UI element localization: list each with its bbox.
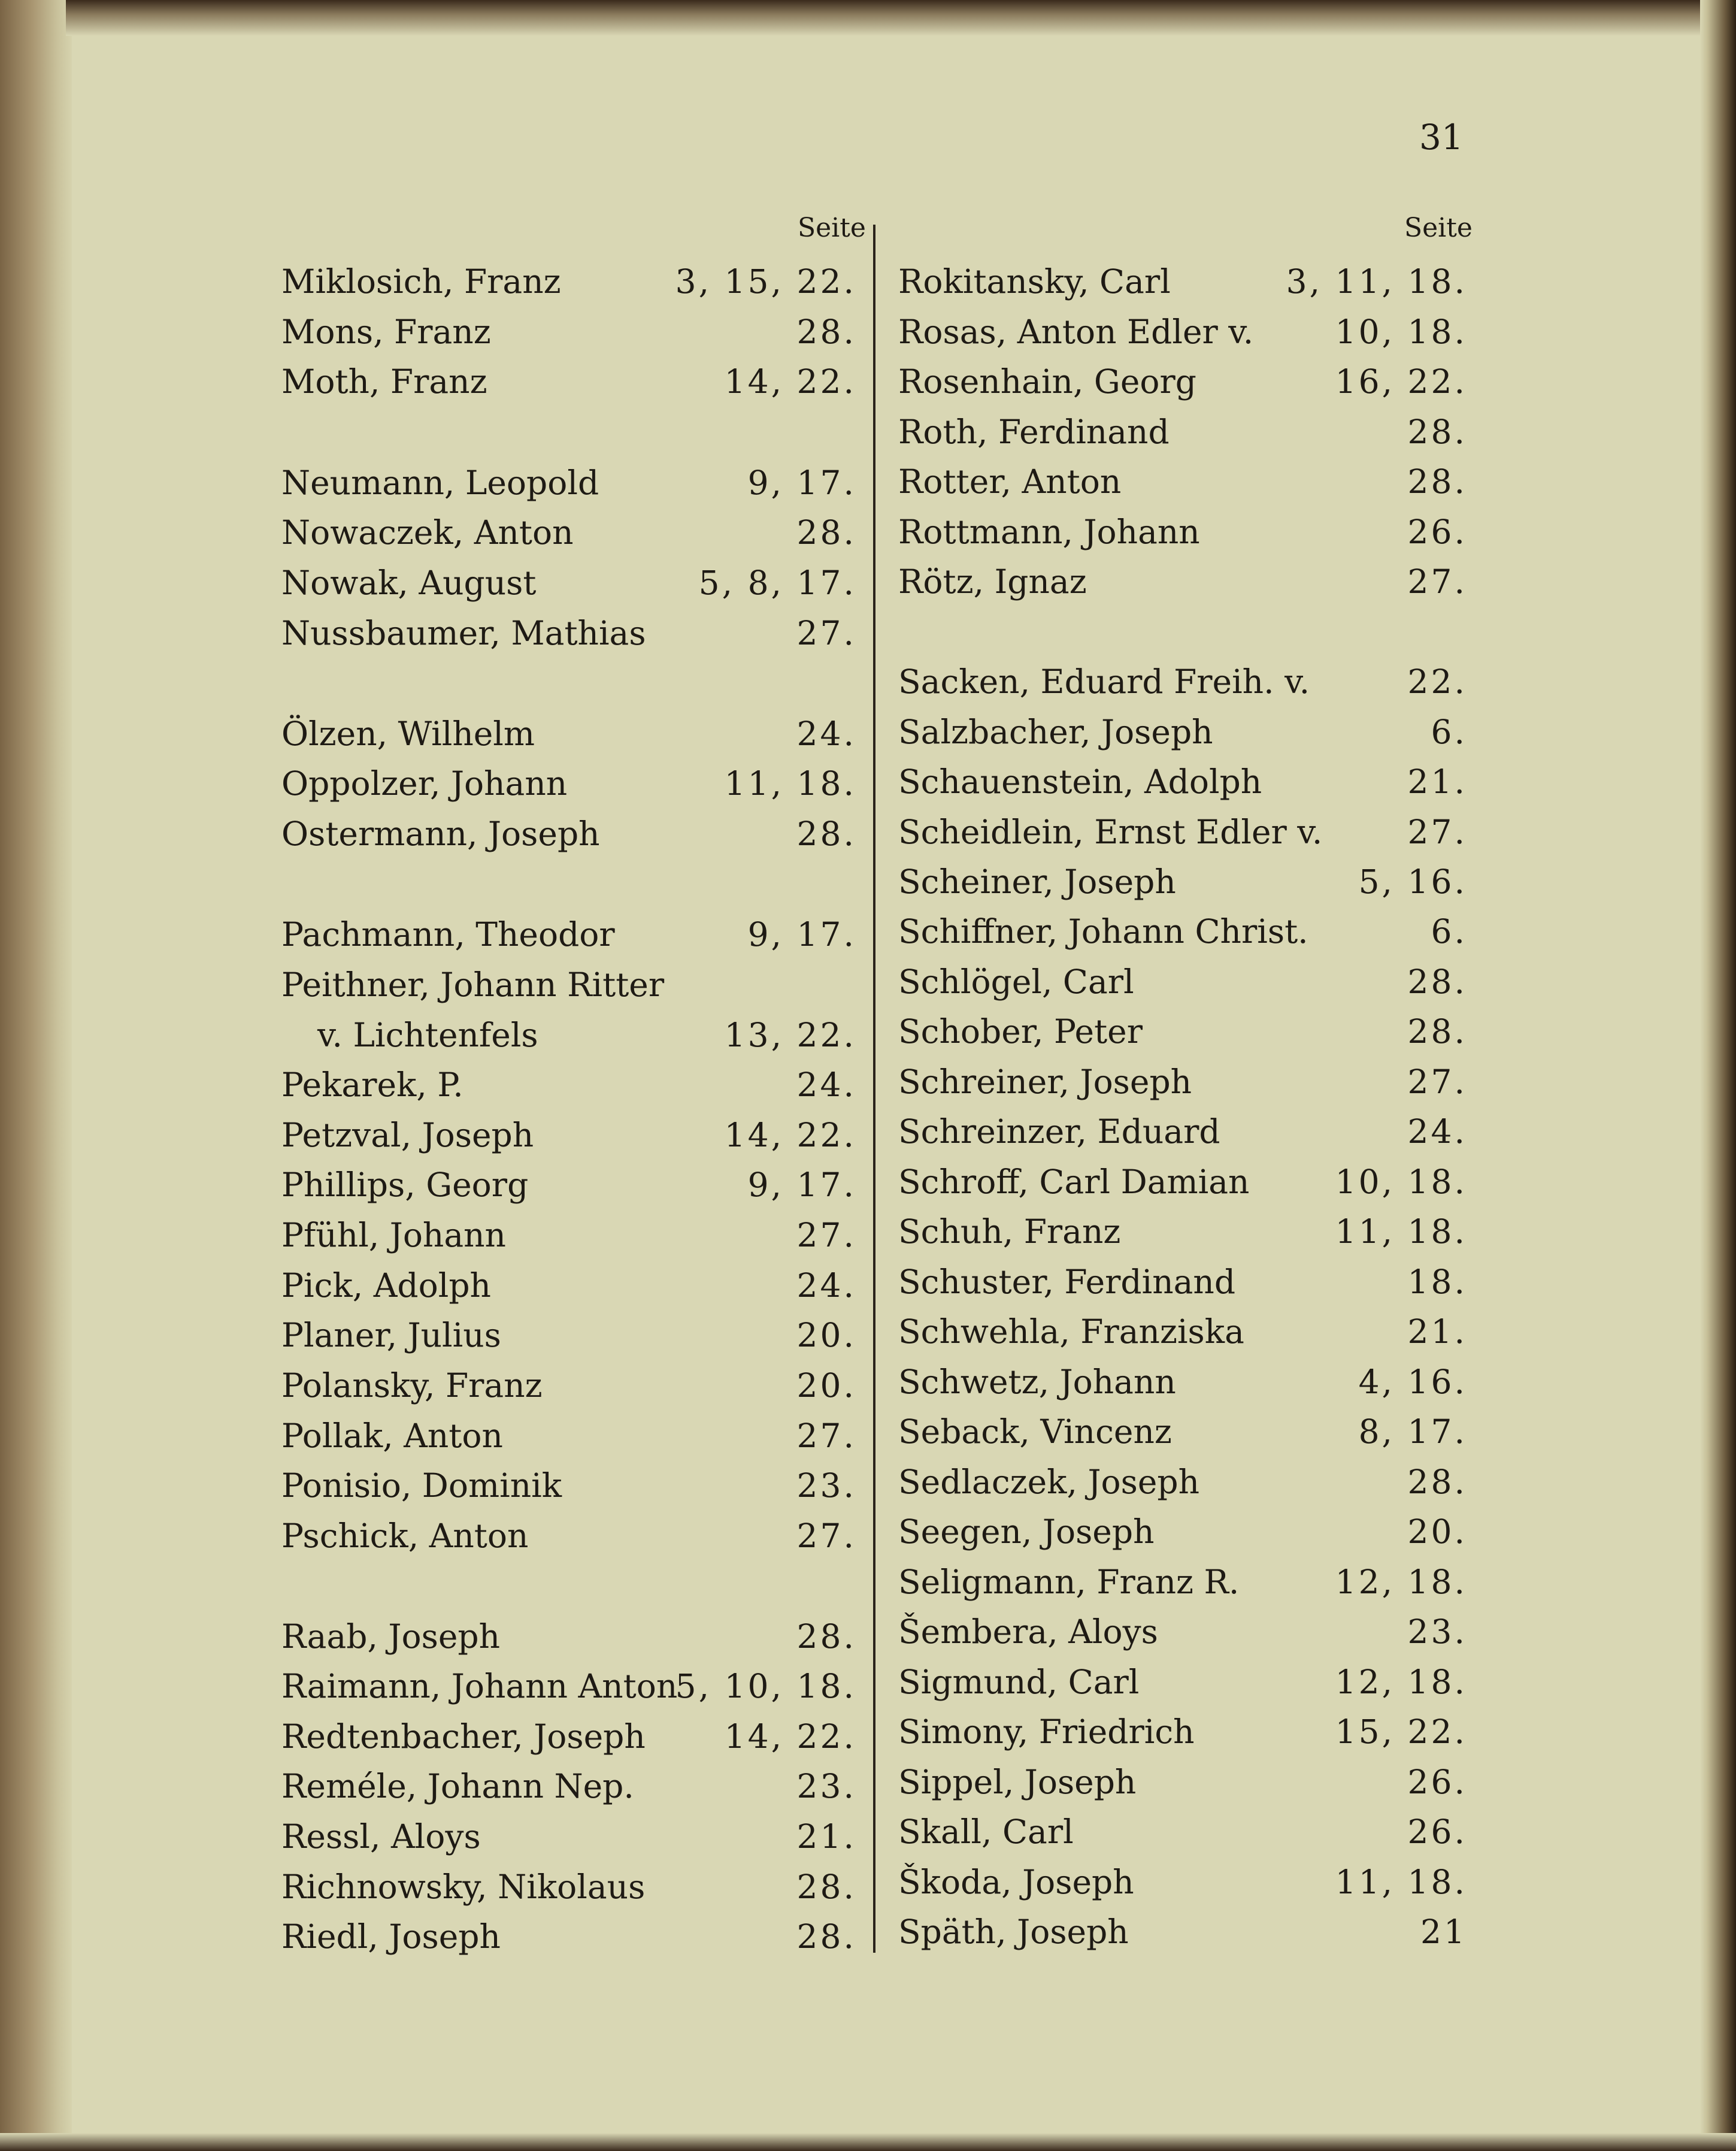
entry-pages: 20. (796, 1366, 856, 1405)
entry-pages: 11, 18. (1335, 1863, 1467, 1901)
entry-pages: 14, 22. (724, 1116, 856, 1154)
entry-name: Moth, Franz (281, 362, 487, 401)
index-entry (281, 308, 856, 356)
entry-pages: 26. (1407, 1763, 1467, 1801)
entry-name: Rokitansky, Carl (898, 262, 1171, 301)
book-gutter (0, 0, 72, 2151)
index-entry (281, 1613, 856, 1660)
entry-name: Ressl, Aloys (281, 1817, 481, 1856)
entry-name: Späth, Joseph (898, 1913, 1129, 1951)
entry-name: Miklosich, Franz (281, 262, 561, 301)
entry-pages: 28. (1407, 1463, 1467, 1501)
entry-name: Rotter, Anton (898, 462, 1122, 501)
entry-name: Pick, Adolph (281, 1266, 491, 1305)
entry-name: Oppolzer, Johann (281, 764, 568, 803)
entry-pages: 14, 22. (724, 362, 856, 401)
entry-name: Rosenhain, Georg (898, 362, 1197, 401)
entry-name: Sippel, Joseph (898, 1763, 1137, 1801)
entry-pages: 28. (796, 1617, 856, 1656)
index-entry (898, 308, 1467, 356)
entry-name: Roth, Ferdinand (898, 413, 1170, 451)
index-entry (898, 1358, 1467, 1406)
entry-name: v. Lichtenfels (317, 1016, 538, 1054)
seite-header-left: Seite (798, 213, 866, 243)
index-entry (898, 1258, 1467, 1306)
entry-name: Rottmann, Johann (898, 513, 1200, 551)
index-entry (898, 1108, 1467, 1155)
entry-pages: 26. (1407, 513, 1467, 551)
entry-pages: 3, 11, 18. (1286, 262, 1467, 301)
index-entry (898, 858, 1467, 906)
index-entry (281, 1211, 856, 1259)
entry-name: Pfühl, Johann (281, 1216, 506, 1254)
entry-name: Planer, Julius (281, 1316, 501, 1354)
entry-name: Schreinzer, Eduard (898, 1112, 1220, 1151)
index-entry (898, 358, 1467, 406)
entry-name: Nowak, August (281, 564, 537, 602)
entry-name: Schreiner, Joseph (898, 1063, 1192, 1101)
index-entry (281, 1762, 856, 1810)
index-entry (898, 1008, 1467, 1055)
index-entry (281, 258, 856, 305)
index-entry (281, 1061, 856, 1109)
entry-pages: 13, 22. (724, 1016, 856, 1054)
index-entry (281, 1311, 856, 1359)
entry-pages: 5, 8, 17. (698, 564, 856, 602)
entry-pages: 24. (1407, 1112, 1467, 1151)
entry-pages: 24. (796, 1066, 856, 1104)
entry-name: Rosas, Anton Edler v. (898, 313, 1254, 351)
index-entry (898, 1208, 1467, 1255)
index-entry (281, 1713, 856, 1760)
index-entry (281, 810, 856, 858)
entry-name: Simony, Friedrich (898, 1713, 1195, 1751)
index-entry (281, 1412, 856, 1460)
entry-pages: 22. (1407, 662, 1467, 701)
index-entry (281, 609, 856, 657)
entry-pages: 28. (796, 815, 856, 853)
entry-pages: 6. (1431, 713, 1467, 751)
seite-header-right: Seite (1404, 213, 1473, 243)
entry-pages: 15, 22. (1335, 1713, 1467, 1751)
entry-pages: 27. (796, 1417, 856, 1455)
index-entry (898, 408, 1467, 456)
entry-name: Schauenstein, Adolph (898, 763, 1262, 801)
index-entry (281, 1662, 856, 1710)
column-divider (873, 225, 875, 1953)
entry-name: Nowaczek, Anton (281, 513, 574, 552)
entry-name: Sigmund, Carl (898, 1663, 1140, 1701)
entry-name: Seback, Vincenz (898, 1412, 1172, 1451)
index-entry (281, 1512, 856, 1560)
index-entry (281, 358, 856, 406)
index-entry (281, 1913, 856, 1961)
entry-pages: 24. (796, 1266, 856, 1305)
entry-name: Sacken, Eduard Freih. v. (898, 662, 1310, 701)
entry-name: Schlögel, Carl (898, 963, 1134, 1001)
entry-pages: 28. (796, 513, 856, 552)
index-entry (898, 1508, 1467, 1556)
entry-pages: 26. (1407, 1813, 1467, 1851)
entry-pages: 24. (796, 715, 856, 753)
entry-pages: 16, 22. (1335, 362, 1467, 401)
entry-pages: 27. (1407, 562, 1467, 601)
index-entry (898, 1158, 1467, 1206)
entry-pages: 11, 18. (724, 764, 856, 803)
entry-name: Reméle, Johann Nep. (281, 1767, 634, 1805)
entry-name: Seegen, Joseph (898, 1512, 1155, 1551)
entry-pages: 23. (796, 1466, 856, 1505)
entry-pages: 3, 15, 22. (675, 262, 856, 301)
entry-name: Neumann, Leopold (281, 464, 599, 502)
index-entry (898, 1558, 1467, 1606)
index-entry (898, 558, 1467, 606)
entry-name: Schwehla, Franziska (898, 1312, 1244, 1351)
entry-pages: 12, 18. (1335, 1663, 1467, 1701)
entry-name: Ölzen, Wilhelm (281, 715, 535, 753)
entry-pages: 18. (1407, 1263, 1467, 1301)
index-entry (281, 710, 856, 758)
entry-pages: 20. (796, 1316, 856, 1354)
entry-name: Riedl, Joseph (281, 1917, 501, 1956)
entry-name: Skall, Carl (898, 1813, 1074, 1851)
index-entry (898, 1908, 1467, 1956)
entry-pages: 27. (1407, 813, 1467, 851)
page-number: 31 (1419, 117, 1464, 158)
entry-name: Schiffner, Johann Christ. (898, 912, 1308, 951)
entry-pages: 10, 18. (1335, 1163, 1467, 1201)
index-entry (898, 1458, 1467, 1506)
index-entry (898, 1608, 1467, 1656)
index-entry (281, 961, 856, 1009)
page-top-edge (66, 0, 1736, 36)
entry-pages: 21. (796, 1817, 856, 1856)
entry-name: Schuh, Franz (898, 1212, 1121, 1251)
entry-name: Phillips, Georg (281, 1166, 529, 1204)
entry-pages: 9, 17. (747, 1166, 856, 1204)
entry-name: Šembera, Aloys (898, 1613, 1158, 1651)
index-entry (281, 910, 856, 958)
index-entry (898, 1708, 1467, 1756)
entry-pages: 28. (796, 313, 856, 351)
entry-pages: 27. (796, 614, 856, 652)
index-entry (898, 258, 1467, 305)
entry-pages: 9, 17. (747, 464, 856, 502)
index-entry (898, 1808, 1467, 1856)
entry-pages: 6. (1431, 912, 1467, 951)
entry-pages: 28. (1407, 1012, 1467, 1051)
entry-name: Schwetz, Johann (898, 1363, 1176, 1401)
entry-name: Scheiner, Joseph (898, 863, 1176, 901)
entry-name: Schroff, Carl Damian (898, 1163, 1250, 1201)
entry-pages: 21 (1420, 1913, 1467, 1951)
index-entry (281, 1261, 856, 1309)
index-entry (898, 907, 1467, 955)
entry-pages: 5, 16. (1358, 863, 1467, 901)
entry-name: Peithner, Johann Ritter (281, 966, 665, 1004)
entry-pages: 28. (1407, 413, 1467, 451)
entry-pages: 8, 17. (1358, 1412, 1467, 1451)
index-entry (281, 1362, 856, 1409)
entry-name: Sedlaczek, Joseph (898, 1463, 1200, 1501)
entry-pages: 4, 16. (1358, 1363, 1467, 1401)
index-entry (281, 559, 856, 607)
entry-name: Polansky, Franz (281, 1366, 543, 1405)
entry-pages: 11, 18. (1335, 1212, 1467, 1251)
index-entry (898, 1758, 1467, 1806)
entry-pages: 14, 22. (724, 1717, 856, 1756)
entry-name: Schuster, Ferdinand (898, 1263, 1236, 1301)
entry-pages: 10, 18. (1335, 313, 1467, 351)
page-bottom-edge (0, 2133, 1736, 2151)
entry-pages: 28. (796, 1917, 856, 1956)
entry-name: Scheidlein, Ernst Edler v. (898, 813, 1323, 851)
entry-pages: 9, 17. (747, 915, 856, 954)
entry-pages: 23. (796, 1767, 856, 1805)
index-entry (898, 1058, 1467, 1106)
entry-name: Ostermann, Joseph (281, 815, 600, 853)
entry-name: Richnowsky, Nikolaus (281, 1868, 646, 1906)
index-entry (281, 760, 856, 807)
entry-name: Pekarek, P. (281, 1066, 463, 1104)
index-entry (898, 958, 1467, 1006)
entry-pages: 28. (1407, 963, 1467, 1001)
entry-name: Raimann, Johann Anton (281, 1667, 678, 1705)
index-entry (281, 1462, 856, 1509)
index-entry (898, 508, 1467, 556)
entry-name: Petzval, Joseph (281, 1116, 534, 1154)
entry-name: Salzbacher, Joseph (898, 713, 1213, 751)
entry-pages: 28. (796, 1868, 856, 1906)
index-entry (281, 1161, 856, 1209)
index-entry (898, 808, 1467, 856)
entry-name: Nussbaumer, Mathias (281, 614, 646, 652)
entry-pages: 23. (1407, 1613, 1467, 1651)
index-entry (281, 1011, 856, 1059)
entry-pages: 28. (1407, 462, 1467, 501)
entry-name: Rötz, Ignaz (898, 562, 1087, 601)
page-right-edge (1700, 0, 1736, 2151)
index-entry (281, 1111, 856, 1159)
entry-pages: 27. (796, 1517, 856, 1555)
entry-pages: 21. (1407, 763, 1467, 801)
entry-name: Redtenbacher, Joseph (281, 1717, 646, 1756)
entry-name: Pollak, Anton (281, 1417, 503, 1455)
index-entry (898, 1308, 1467, 1356)
entry-name: Pschick, Anton (281, 1517, 529, 1555)
index-entry (281, 459, 856, 507)
index-entry (898, 458, 1467, 506)
index-entry (898, 1658, 1467, 1706)
index-entry (898, 1858, 1467, 1906)
entry-pages: 27. (1407, 1063, 1467, 1101)
index-entry (281, 1863, 856, 1911)
entry-pages: 20. (1407, 1512, 1467, 1551)
index-entry (281, 509, 856, 556)
entry-name: Pachmann, Theodor (281, 915, 615, 954)
entry-name: Škoda, Joseph (898, 1863, 1134, 1901)
index-entry (898, 658, 1467, 706)
index-entry (898, 1408, 1467, 1456)
entry-pages: 27. (796, 1216, 856, 1254)
entry-name: Raab, Joseph (281, 1617, 500, 1656)
entry-pages: 21. (1407, 1312, 1467, 1351)
entry-name: Ponisio, Dominik (281, 1466, 562, 1505)
entry-name: Schober, Peter (898, 1012, 1143, 1051)
entry-pages: 12, 18. (1335, 1563, 1467, 1601)
entry-pages: 5, 10, 18. (675, 1667, 856, 1705)
index-entry (898, 758, 1467, 806)
entry-name: Mons, Franz (281, 313, 491, 351)
index-entry (281, 1813, 856, 1860)
entry-name: Seligmann, Franz R. (898, 1563, 1240, 1601)
index-entry (898, 708, 1467, 756)
